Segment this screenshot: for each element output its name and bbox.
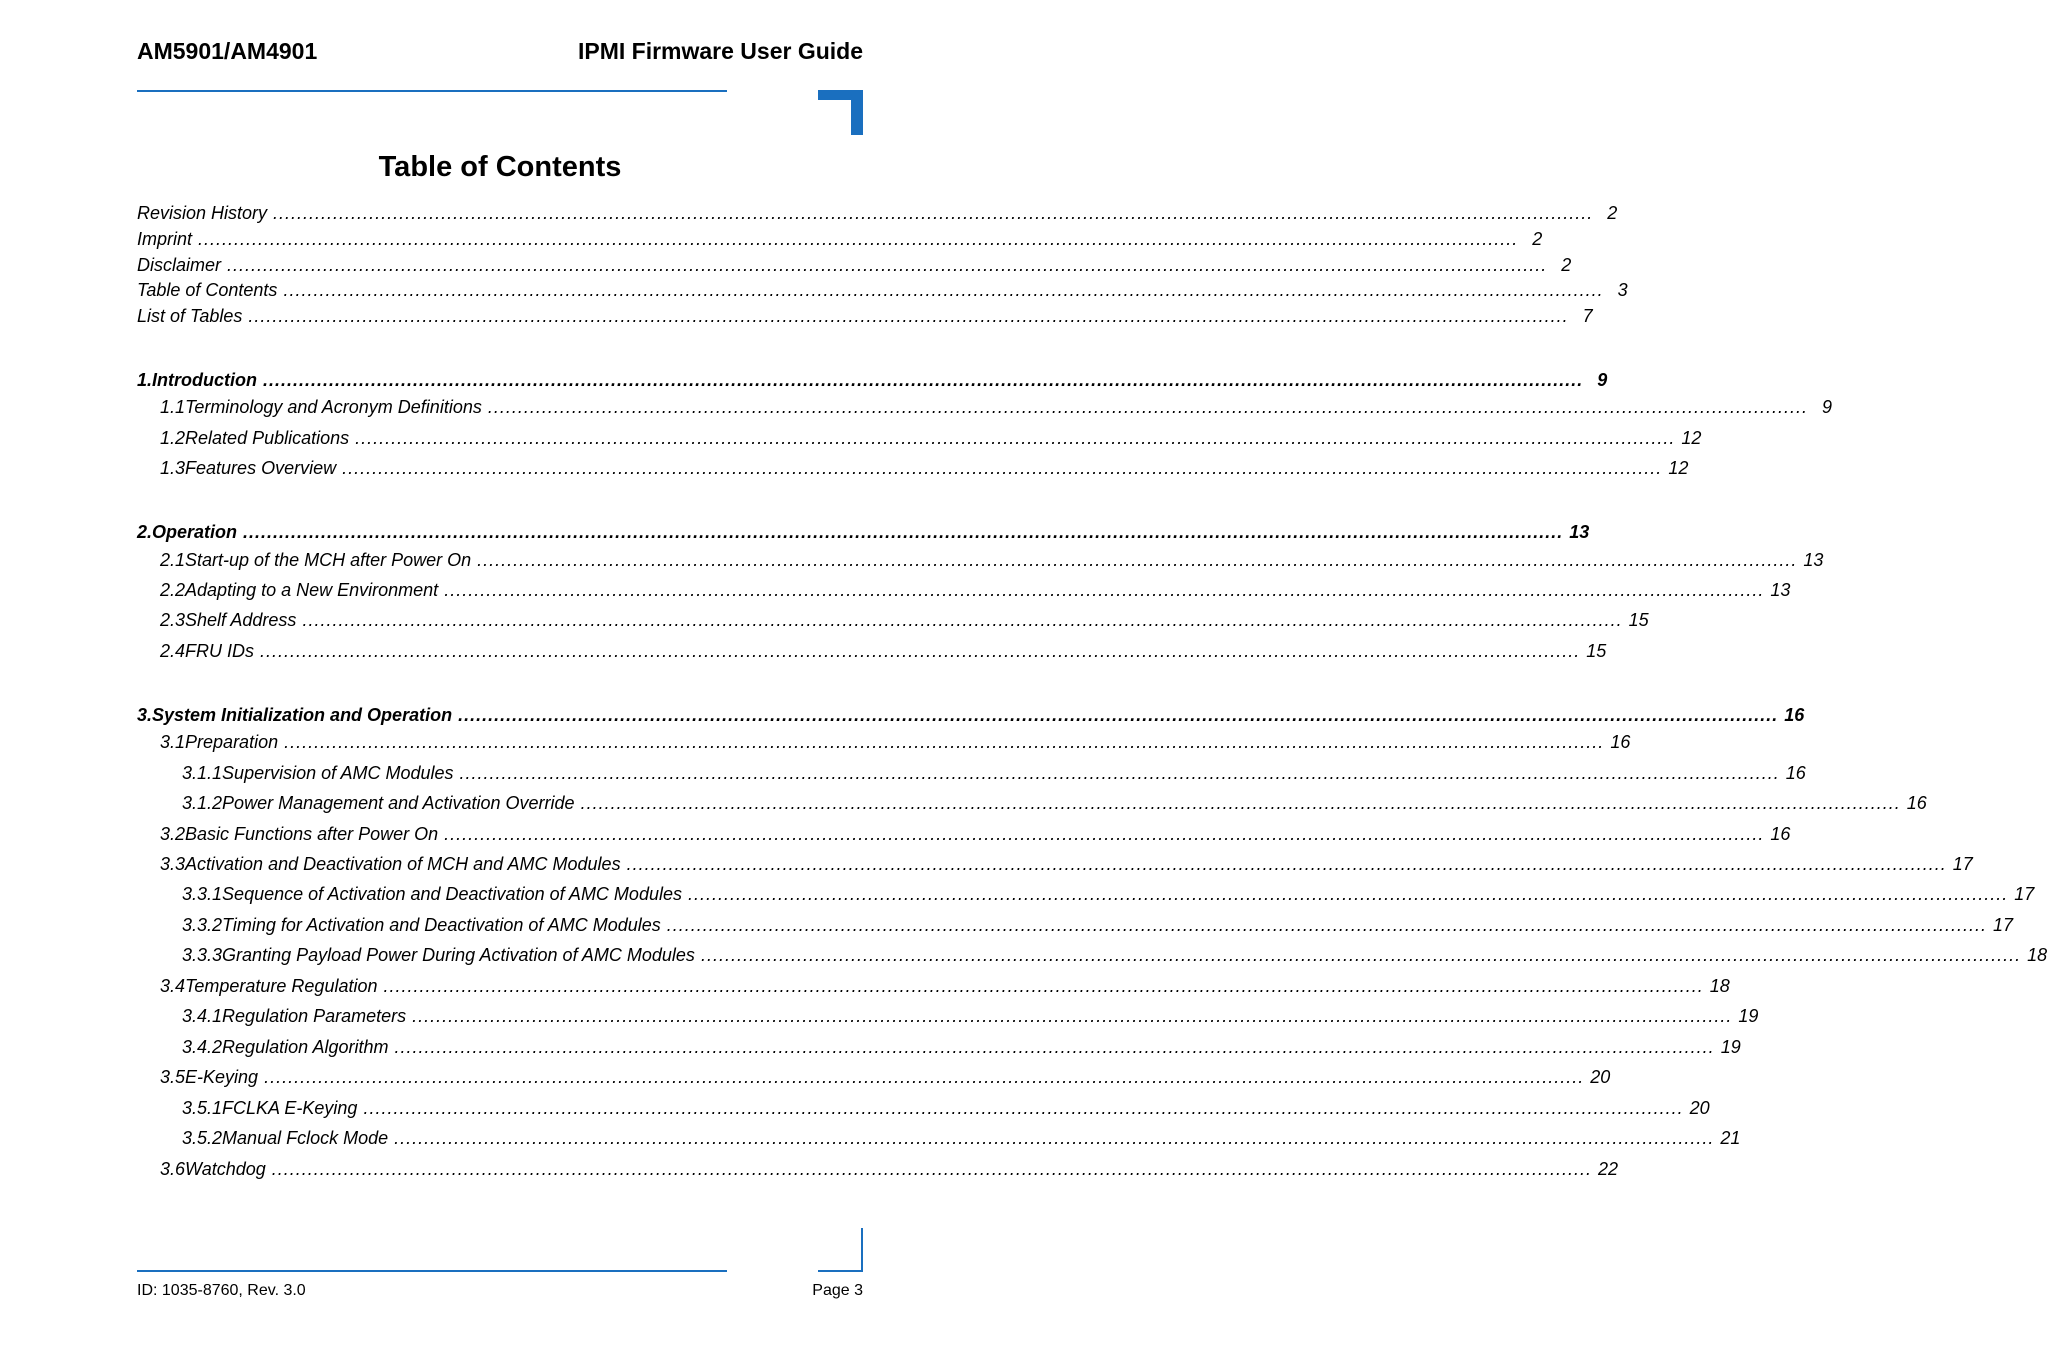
toc-entry-number: 2.3 — [160, 610, 186, 630]
toc-section-entry[interactable] — [160, 610, 1649, 631]
toc-section-entry[interactable] — [160, 580, 1791, 601]
toc-entry-number: 3.5.1 — [182, 1098, 223, 1118]
toc-entry-number: 3.4 — [160, 976, 186, 996]
toc-entry-page: 7 — [1582, 306, 1593, 326]
toc-entry-number: 2.2 — [160, 580, 186, 600]
toc-entry-title: Sequence of Activation and Deactivation of AMC Modules — [222, 884, 682, 904]
toc-entry-number: 3.4.2 — [182, 1037, 223, 1057]
toc-section-entry[interactable] — [160, 824, 1791, 845]
toc-entry-number: 1. — [137, 370, 153, 390]
toc-entry-page: 3 — [1617, 280, 1628, 300]
toc-entry-page: 16 — [1770, 824, 1791, 844]
page-title: Table of Contents — [378, 151, 622, 183]
toc-leader-dots: ............................................................................................................................................................................................................................ — [264, 1067, 1585, 1087]
footer-doc-id: ID: 1035-8760, Rev. 3.0 — [137, 1282, 306, 1299]
toc-entry-number: 3. — [137, 705, 153, 725]
toc-entry-title: Timing for Activation and Deactivation of AMC Modules — [222, 915, 661, 935]
toc-entry-title: Regulation Algorithm — [222, 1037, 389, 1057]
toc-entry-number: 3.1 — [160, 732, 186, 752]
toc-entry-page: 17 — [1952, 854, 1973, 874]
toc-entry-number: 3.3.1 — [182, 884, 223, 904]
toc-entry-number: 2.1 — [160, 550, 186, 570]
header-doc-id: AM5901/AM4901 — [137, 38, 318, 64]
toc-leader-dots: ............................................................................................................................................................................................................................ — [580, 793, 1901, 813]
toc-leader-dots: ............................................................................................................................................................................................................................ — [444, 824, 1765, 844]
toc-leader-dots: ............................................................................................................................................................................................................................ — [283, 280, 1604, 300]
toc-leader-dots: ............................................................................................................................................................................................................................ — [363, 1098, 1684, 1118]
toc-entry-title: FRU IDs — [185, 641, 255, 661]
corner-mark-bottom — [861, 1228, 863, 1272]
toc-entry-number: 3.3.3 — [182, 945, 223, 965]
toc-front-entry[interactable] — [137, 306, 1593, 327]
toc-section-entry[interactable] — [160, 854, 1973, 875]
toc-leader-dots: ............................................................................................................................................................................................................................ — [458, 705, 1779, 725]
toc-leader-dots: ............................................................................................................................................................................................................................ — [383, 976, 1704, 996]
toc-entry-number: 3.5.2 — [182, 1128, 223, 1148]
toc-entry-title: Activation and Deactivation of MCH and AMC Modules — [185, 854, 621, 874]
toc-entry-title: List of Tables — [137, 306, 243, 326]
toc-entry-page: 16 — [1610, 732, 1631, 752]
toc-entry-page: 20 — [1590, 1067, 1611, 1087]
toc-leader-dots: ............................................................................................................................................................................................................................ — [198, 229, 1519, 249]
toc-subsection-entry[interactable] — [182, 763, 1806, 784]
toc-entry-page: 17 — [1992, 915, 2013, 935]
toc-entry-title: Granting Payload Power During Activation of AMC Modules — [222, 945, 695, 965]
toc-leader-dots: ............................................................................................................................................................................................................................ — [666, 915, 1987, 935]
toc-leader-dots: ............................................................................................................................................................................................................................ — [459, 763, 1780, 783]
toc-entry-page: 15 — [1628, 610, 1649, 630]
toc-entry-page: 12 — [1681, 428, 1702, 448]
toc-leader-dots: ............................................................................................................................................................................................................................ — [271, 1159, 1592, 1179]
footer-page-number: Page 3 — [812, 1282, 863, 1299]
toc-section-entry[interactable] — [160, 458, 1689, 479]
toc-section-entry[interactable] — [160, 976, 1730, 997]
toc-entry-page: 13 — [1803, 550, 1824, 570]
toc-entry-title: Shelf Address — [185, 610, 297, 630]
toc-leader-dots: ............................................................................................................................................................................................................................ — [626, 854, 1947, 874]
toc-front-entry[interactable] — [137, 280, 1628, 301]
toc-chapter-entry[interactable] — [137, 370, 1608, 391]
toc-entry-page: 20 — [1689, 1098, 1710, 1118]
toc-entry-title: Features Overview — [185, 458, 337, 478]
toc-entry-number: 3.3.2 — [182, 915, 223, 935]
toc-leader-dots: ............................................................................................................................................................................................................................ — [687, 884, 2009, 904]
toc-entry-number: 3.1.1 — [182, 763, 223, 783]
toc-entry-title: Disclaimer — [137, 255, 222, 275]
toc-entry-page: 21 — [1720, 1128, 1741, 1148]
toc-section-entry[interactable] — [160, 397, 1833, 418]
header-rule — [137, 90, 727, 92]
toc-leader-dots: ............................................................................................................................................................................................................................ — [487, 397, 1809, 417]
toc-entry-number: 3.3 — [160, 854, 186, 874]
toc-entry-number: 1.3 — [160, 458, 186, 478]
toc-entry-page: 22 — [1597, 1159, 1618, 1179]
toc-entry-page: 9 — [1597, 370, 1608, 390]
corner-mark-bottom-horizontal — [818, 1270, 863, 1272]
toc-entry-page: 2 — [1561, 255, 1572, 275]
toc-leader-dots: ............................................................................................................................................................................................................................ — [394, 1037, 1715, 1057]
toc-leader-dots: ............................................................................................................................................................................................................................ — [412, 1006, 1733, 1026]
toc-entry-number: 1.2 — [160, 428, 186, 448]
toc-subsection-entry[interactable] — [182, 1037, 1741, 1058]
toc-leader-dots: ............................................................................................................................................................................................................................ — [260, 641, 1581, 661]
toc-leader-dots: ............................................................................................................................................................................................................................ — [355, 428, 1676, 448]
toc-entry-title: Temperature Regulation — [185, 976, 378, 996]
toc-subsection-entry[interactable] — [182, 915, 2013, 936]
toc-leader-dots: ............................................................................................................................................................................................................................ — [444, 580, 1765, 600]
toc-section-entry[interactable] — [160, 732, 1631, 753]
header-doc-title: IPMI Firmware User Guide — [577, 38, 863, 64]
corner-mark-top-vertical — [851, 90, 863, 135]
toc-entry-page: 17 — [2014, 884, 2035, 904]
toc-section-entry[interactable] — [160, 1159, 1618, 1180]
toc-entry-page: 12 — [1668, 458, 1689, 478]
toc-leader-dots: ............................................................................................................................................................................................................................ — [263, 370, 1584, 390]
toc-subsection-entry[interactable] — [182, 945, 2047, 966]
toc-chapter-entry[interactable] — [137, 705, 1805, 726]
toc-entry-title: E-Keying — [185, 1067, 259, 1087]
toc-entry-number: 1.1 — [160, 397, 186, 417]
toc-subsection-entry[interactable] — [182, 1128, 1741, 1149]
toc-section-entry[interactable] — [160, 428, 1702, 449]
toc-section-entry[interactable] — [160, 1067, 1611, 1088]
toc-leader-dots: ............................................................................................................................................................................................................................ — [700, 945, 2022, 965]
toc-entry-page: 19 — [1720, 1037, 1741, 1057]
toc-entry-page: 13 — [1770, 580, 1791, 600]
toc-leader-dots: ............................................................................................................................................................................................................................ — [273, 203, 1594, 223]
toc-leader-dots: ............................................................................................................................................................................................................................ — [302, 610, 1623, 630]
toc-entry-title: Adapting to a New Environment — [185, 580, 439, 600]
toc-leader-dots: ............................................................................................................................................................................................................................ — [227, 255, 1548, 275]
toc-section-entry[interactable] — [160, 550, 1824, 571]
toc-entry-title: FCLKA E-Keying — [222, 1098, 358, 1118]
toc-entry-number: 3.4.1 — [182, 1006, 223, 1026]
toc-entry-page: 16 — [1784, 705, 1805, 725]
toc-entry-title: Introduction — [152, 370, 257, 390]
toc-subsection-entry[interactable] — [182, 793, 1927, 814]
toc-front-entry[interactable] — [137, 255, 1572, 276]
toc-entry-title: Supervision of AMC Modules — [222, 763, 454, 783]
toc-entry-page: 15 — [1586, 641, 1607, 661]
toc-entry-title: Terminology and Acronym Definitions — [185, 397, 482, 417]
toc-leader-dots: ............................................................................................................................................................................................................................ — [284, 732, 1605, 752]
toc-entry-title: Table of Contents — [137, 280, 278, 300]
toc-entry-page: 9 — [1822, 397, 1833, 417]
toc-entry-page: 18 — [1709, 976, 1730, 996]
toc-entry-title: Imprint — [137, 229, 193, 249]
toc-entry-title: Preparation — [185, 732, 279, 752]
toc-entry-page: 19 — [1738, 1006, 1759, 1026]
toc-entry-title: Start-up of the MCH after Power On — [185, 550, 472, 570]
toc-entry-title: Revision History — [137, 203, 268, 223]
toc-front-entry[interactable] — [137, 203, 1618, 224]
toc-entry-title: Watchdog — [185, 1159, 266, 1179]
toc-leader-dots: ............................................................................................................................................................................................................................ — [342, 458, 1663, 478]
toc-entry-title: Related Publications — [185, 428, 350, 448]
toc-entry-title: Basic Functions after Power On — [185, 824, 439, 844]
toc-entry-number: 3.2 — [160, 824, 186, 844]
toc-front-entry[interactable] — [137, 229, 1543, 250]
toc-entry-title: System Initialization and Operation — [152, 705, 453, 725]
toc-entry-page: 16 — [1785, 763, 1806, 783]
toc-entry-page: 18 — [2027, 945, 2047, 965]
toc-entry-number: 3.5 — [160, 1067, 186, 1087]
toc-leader-dots: ............................................................................................................................................................................................................................ — [477, 550, 1798, 570]
toc-subsection-entry[interactable] — [182, 1006, 1759, 1027]
toc-chapter-entry[interactable] — [137, 522, 1590, 543]
toc-entry-number: 2. — [137, 522, 153, 542]
toc-entry-page: 13 — [1569, 522, 1590, 542]
toc-subsection-entry[interactable] — [182, 1098, 1710, 1119]
footer-rule — [137, 1270, 727, 1272]
toc-entry-title: Manual Fclock Mode — [222, 1128, 389, 1148]
toc-entry-page: 16 — [1906, 793, 1927, 813]
toc-section-entry[interactable] — [160, 641, 1607, 662]
toc-entry-number: 3.1.2 — [182, 793, 223, 813]
toc-subsection-entry[interactable] — [182, 884, 2035, 905]
toc-entry-title: Operation — [152, 522, 238, 542]
toc-entry-page: 2 — [1607, 203, 1618, 223]
toc-entry-number: 3.6 — [160, 1159, 186, 1179]
toc-entry-number: 2.4 — [160, 641, 186, 661]
toc-entry-title: Power Management and Activation Override — [222, 793, 575, 813]
toc-entry-title: Regulation Parameters — [222, 1006, 407, 1026]
toc-leader-dots: ............................................................................................................................................................................................................................ — [243, 522, 1564, 542]
toc-leader-dots: ............................................................................................................................................................................................................................ — [394, 1128, 1715, 1148]
toc-leader-dots: ............................................................................................................................................................................................................................ — [248, 306, 1569, 326]
toc-entry-page: 2 — [1532, 229, 1543, 249]
